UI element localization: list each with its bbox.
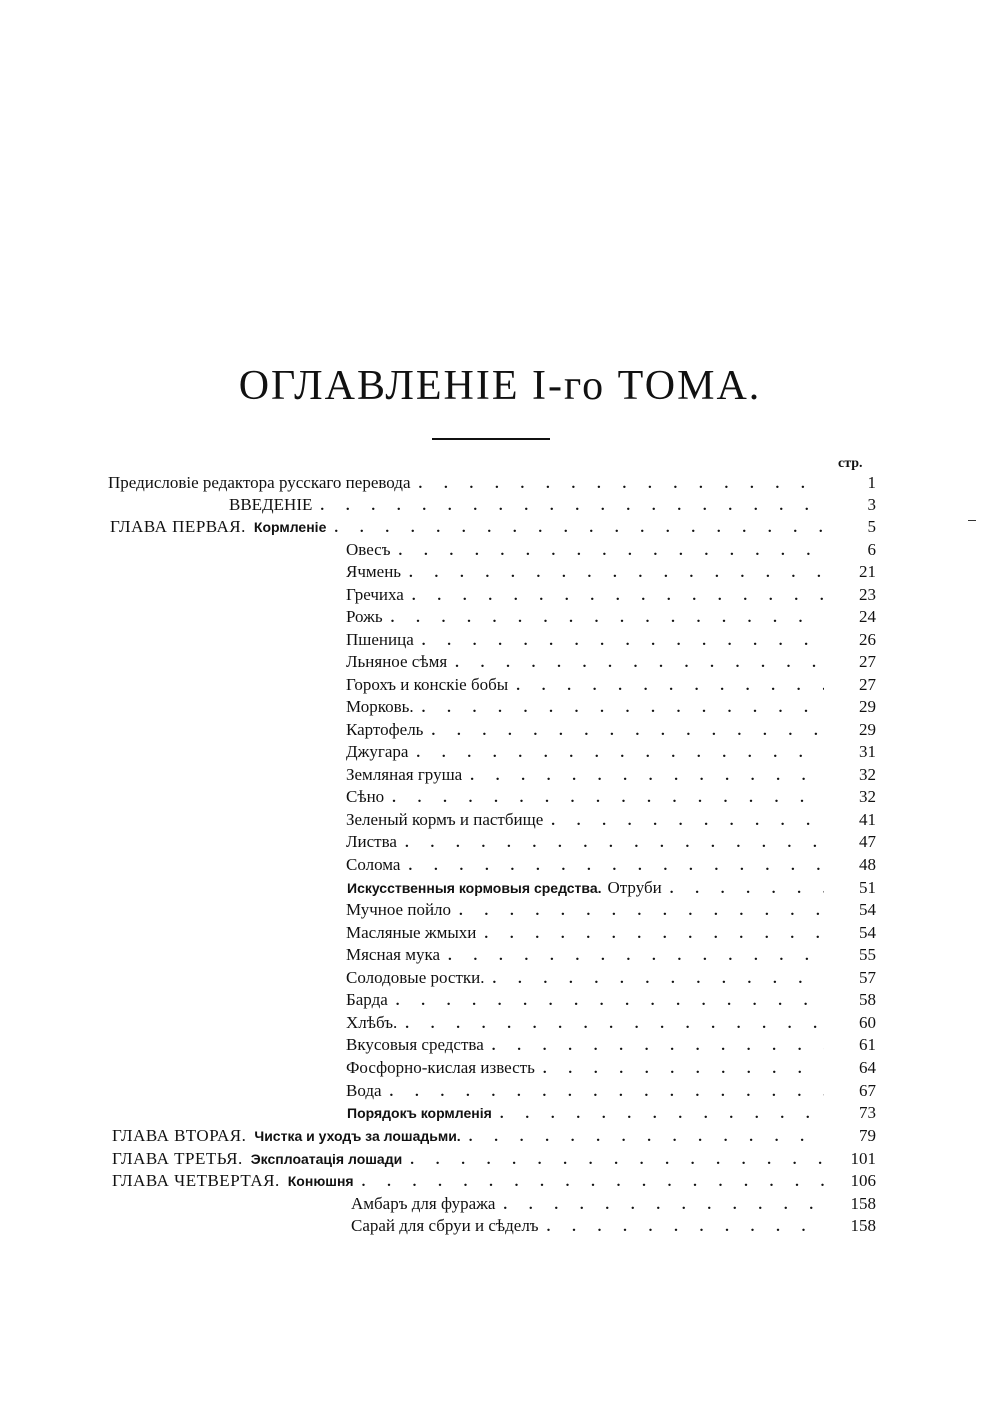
- toc-entry-text: Масляные жмыхи: [346, 923, 477, 942]
- toc-page-number: 54: [859, 923, 876, 942]
- toc-entry[interactable]: [346, 944, 876, 966]
- toc-entry-text: Зеленый кормъ и пастбище: [346, 810, 544, 829]
- toc-page-number: 29: [859, 720, 876, 739]
- leader-dots: [484, 923, 824, 945]
- toc-page-number: 21: [859, 562, 876, 581]
- leader-dots: [503, 1194, 824, 1216]
- toc-entry-text: Гречиха: [346, 585, 404, 604]
- toc-entry[interactable]: [346, 651, 876, 673]
- leader-dots: [459, 900, 824, 922]
- toc-page-number: 64: [859, 1058, 876, 1077]
- toc-entry-text: Горохъ и конскіе бобы: [346, 675, 509, 694]
- toc-entry[interactable]: [346, 922, 876, 944]
- leader-dots: [670, 878, 824, 900]
- toc-entry[interactable]: [346, 854, 876, 876]
- leader-dots: [362, 1171, 824, 1193]
- toc-page-number: 60: [859, 1013, 876, 1032]
- toc-chapter-title: Чистка и уходъ за лошадьми.: [254, 1128, 461, 1144]
- toc-entry-text: Предисловіе редактора русскаго перевода: [108, 473, 411, 492]
- toc-entry[interactable]: [346, 899, 876, 921]
- toc-entry[interactable]: [346, 809, 876, 831]
- toc-entry[interactable]: [346, 741, 876, 763]
- toc-entry[interactable]: [346, 1034, 876, 1056]
- leader-dots: [492, 1035, 824, 1057]
- toc-entry-text: Барда: [346, 990, 388, 1009]
- toc-page-number: 27: [859, 652, 876, 671]
- toc-entry[interactable]: [346, 606, 876, 628]
- toc-entry[interactable]: [346, 967, 876, 989]
- leader-dots: [399, 540, 824, 562]
- toc-entry[interactable]: [346, 696, 876, 718]
- toc-page-number: 101: [850, 1149, 876, 1168]
- leader-dots: [422, 697, 824, 719]
- toc-entry-text: ВВЕДЕНІЕ: [229, 495, 313, 514]
- leader-dots: [412, 585, 824, 607]
- toc-page-number: 32: [859, 787, 876, 806]
- leader-dots: [416, 742, 824, 764]
- toc-chapter-label: ГЛАВА ТРЕТЬЯ.: [112, 1149, 243, 1168]
- toc-entry[interactable]: [346, 786, 876, 808]
- toc-page-number: 58: [859, 990, 876, 1009]
- toc-chapter-entry[interactable]: [112, 1148, 876, 1170]
- leader-dots: [396, 990, 824, 1012]
- leader-dots: [410, 1149, 824, 1171]
- toc-section-title: Порядокъ кормленія: [347, 1105, 492, 1121]
- toc-page-number: 106: [850, 1171, 876, 1190]
- toc-page-number: 47: [859, 832, 876, 851]
- leader-dots: [419, 473, 825, 495]
- toc-entry-text: Овесъ: [346, 540, 391, 559]
- toc-page-number: 158: [850, 1194, 876, 1213]
- toc-page-number: 29: [859, 697, 876, 716]
- toc-entry[interactable]: [346, 719, 876, 741]
- toc-entry-text: Амбаръ для фуража: [351, 1194, 496, 1213]
- toc-page-number: 24: [859, 607, 876, 626]
- leader-dots: [547, 1216, 824, 1238]
- toc-chapter-title: Кормленіе: [253, 519, 327, 535]
- toc-page-number: 57: [859, 968, 876, 987]
- toc-chapter-label: ГЛАВА ЧЕТВЕРТАЯ.: [112, 1171, 280, 1190]
- toc-entry[interactable]: [346, 989, 876, 1011]
- leader-dots: [455, 652, 824, 674]
- toc-page-number: 79: [859, 1126, 876, 1145]
- leader-dots: [422, 630, 824, 652]
- leader-dots: [469, 1126, 824, 1148]
- toc-entry-text: Солодовые ростки.: [346, 968, 485, 987]
- toc-page-number: 6: [867, 540, 876, 559]
- toc-entry-text: Листва: [346, 832, 397, 851]
- leader-dots: [334, 517, 824, 539]
- toc-page-number: 5: [867, 517, 876, 536]
- toc-entry-text: Хлѣбъ.: [346, 1013, 398, 1032]
- leader-dots: [448, 945, 824, 967]
- toc-page-number: 158: [850, 1216, 876, 1235]
- toc-entry[interactable]: [346, 539, 876, 561]
- toc-entry-text: Сѣно: [346, 787, 385, 806]
- toc-section-title: Искусственныя кормовыя средства.: [347, 880, 602, 896]
- toc-chapter-label: ГЛАВА ВТОРАЯ.: [112, 1126, 247, 1145]
- toc-page-number: 73: [859, 1103, 876, 1122]
- leader-dots: [500, 1103, 824, 1125]
- leader-dots: [431, 720, 824, 742]
- toc-chapter-entry[interactable]: [110, 516, 876, 538]
- toc-entry[interactable]: [346, 584, 876, 606]
- toc-page-number: 67: [859, 1081, 876, 1100]
- leader-dots: [408, 855, 824, 877]
- toc-chapter-title: Конюшня: [287, 1173, 354, 1189]
- toc-entry[interactable]: [346, 764, 876, 786]
- leader-dots: [493, 968, 824, 990]
- toc-entry-text: Ячмень: [346, 562, 402, 581]
- toc-entry-text: Земляная груша: [346, 765, 463, 784]
- toc-entry-text: Сарай для сбруи и сѣделъ: [351, 1216, 539, 1235]
- leader-dots: [516, 675, 824, 697]
- toc-entry[interactable]: [346, 831, 876, 853]
- toc-page-number: 51: [859, 878, 876, 897]
- toc-entry[interactable]: [346, 1080, 876, 1102]
- leader-dots: [543, 1058, 824, 1080]
- toc-entry-text: Морковь.: [346, 697, 414, 716]
- toc-entry-text: Отруби: [607, 878, 662, 897]
- toc-section-entry[interactable]: [347, 1102, 876, 1124]
- toc-entry-text: Вкусовыя средства: [346, 1035, 484, 1054]
- toc-entry[interactable]: [346, 629, 876, 651]
- toc-entry[interactable]: [351, 1193, 876, 1215]
- toc-entry[interactable]: [346, 674, 876, 696]
- leader-dots: [392, 787, 824, 809]
- toc-entry[interactable]: [346, 1012, 876, 1034]
- toc-page-number: 31: [859, 742, 876, 761]
- leader-dots: [405, 1013, 824, 1035]
- toc-page-number: 1: [867, 473, 876, 492]
- toc-page-number: 41: [859, 810, 876, 829]
- toc-entry-text: Льняное сѣмя: [346, 652, 448, 671]
- page-column-header: стр.: [838, 456, 863, 471]
- toc-section-entry[interactable]: [347, 877, 876, 899]
- toc-page-number: 48: [859, 855, 876, 874]
- toc-page-number: 3: [867, 495, 876, 514]
- leader-dots: [390, 1081, 824, 1103]
- toc-page-number: 26: [859, 630, 876, 649]
- toc-entry[interactable]: [108, 472, 876, 494]
- leader-dots: [405, 832, 824, 854]
- margin-mark: [968, 520, 976, 521]
- toc-entry[interactable]: [346, 1057, 876, 1079]
- toc-entry[interactable]: [351, 1215, 876, 1237]
- toc-entry-text: Джугара: [346, 742, 409, 761]
- leader-dots: [391, 607, 824, 629]
- toc-page-number: 27: [859, 675, 876, 694]
- leader-dots: [320, 495, 824, 517]
- toc-entry-text: Фосфорно-кислая известь: [346, 1058, 535, 1077]
- toc-entry[interactable]: [229, 494, 876, 516]
- leader-dots: [409, 562, 824, 584]
- toc-page-number: 61: [859, 1035, 876, 1054]
- toc-page-number: 32: [859, 765, 876, 784]
- leader-dots: [551, 810, 824, 832]
- page-title: ОГЛАВЛЕНІЕ I-го ТОМА.: [238, 363, 762, 409]
- toc-chapter-title: Эксплоатація лошади: [250, 1151, 403, 1167]
- title-rule: [432, 438, 550, 440]
- toc-chapter-label: ГЛАВА ПЕРВАЯ.: [110, 517, 246, 536]
- toc-page-number: 23: [859, 585, 876, 604]
- toc-chapter-entry[interactable]: [112, 1125, 876, 1147]
- leader-dots: [470, 765, 824, 787]
- toc-entry-text: Пшеница: [346, 630, 414, 649]
- toc-entry-text: Солома: [346, 855, 401, 874]
- toc-chapter-entry[interactable]: [112, 1170, 876, 1192]
- toc-entry[interactable]: [346, 561, 876, 583]
- toc-entry-text: Рожь: [346, 607, 383, 626]
- toc-page-number: 55: [859, 945, 876, 964]
- toc-entry-text: Картофель: [346, 720, 424, 739]
- toc-entry-text: Мучное пойло: [346, 900, 452, 919]
- toc-page-number: 54: [859, 900, 876, 919]
- toc-entry-text: Мясная мука: [346, 945, 440, 964]
- toc-entry-text: Вода: [346, 1081, 382, 1100]
